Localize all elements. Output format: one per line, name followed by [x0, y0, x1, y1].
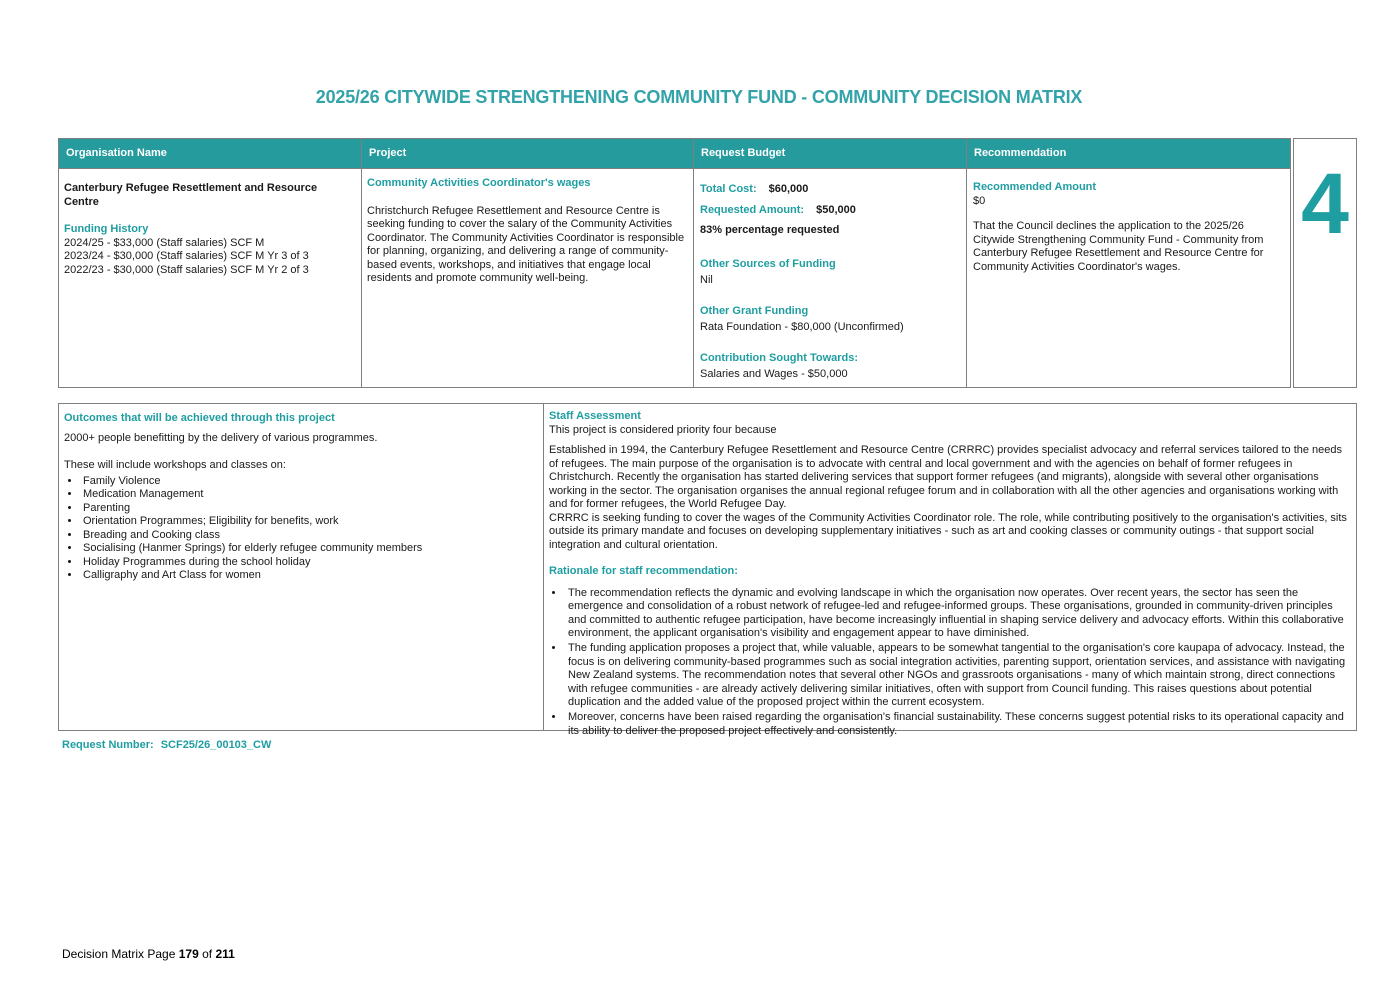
funding-history-line: 2023/24 - $30,000 (Staff salaries) SCF M Yr 3 of 3: [64, 250, 309, 262]
funding-history-label: Funding History: [64, 223, 149, 235]
request-number-label: Request Number:: [62, 739, 154, 751]
rationale-item: • The recommendation reflects the dynamic and evolving landscape in which the organisation now operates. Over recent years, the sector has seen the emergence and consolidation of a robust network of refugee-led and refugee-informed groups. These organisations, grounded in community-driven principles and committed to authentic refugee participation, have become increasingly influential in shaping service delivery and advocacy efforts. Within this collaborative environment, the applicant organisation's visibility and engagement appear to have diminished.: [565, 587, 1348, 641]
funding-history-list: [64, 237, 353, 278]
header-project: Project: [362, 139, 693, 169]
page-title: 2025/26 CITYWIDE STRENGTHENING COMMUNITY FUND - COMMUNITY DECISION MATRIX: [315, 87, 1083, 107]
staff-assessment-paragraph: CRRRC is seeking funding to cover the wages of the Community Activities Coordinator role. The role, while contributing positively to the organisation's activities, sits outside its primary mandate and focuses on developing supplementary initiatives - such as art and cooking classes or community outings - that support social integration and cultural orientation.: [549, 511, 1347, 551]
staff-assessment-paragraphs: [549, 444, 1348, 552]
outcomes-panel: [59, 404, 544, 730]
rationale-heading: Rationale for staff recommendation:: [549, 565, 738, 577]
project-description: Christchurch Refugee Resettlement and Resource Centre is seeking funding to cover the salary of the Community Activities Coordinator. The Community Activities Coordinator is responsible for planning, organizing, and delivering a range of community-based events, workshops, and initiatives that engage local residents and promote community well-being.: [367, 204, 685, 285]
staff-assessment-paragraph: Established in 1994, the Canterbury Refugee Resettlement and Resource Centre (CRRRC) provides specialist advocacy and referral services tailored to the needs of refugees. The main purpose of the organisation is to advocate with central and local government and with the agencies on behalf of former refugees in Christchurch. Recently the organisation has started delivering services that support former refugees (and migrants), alongside with several other organisations working in the sector. The organisation organises the annual regional refugee forum and in collaboration with all the other agencies and organisations working with and for former refugees, the World Refugee Day.: [549, 444, 1343, 510]
recommendation-text: That the Council declines the application to the 2025/26 Citywide Strengthening Community Fund - Community from Canterbury Refugee Resettlement and Resource Centre for Community Activities Coordinator's wages.: [973, 220, 1264, 273]
assessment-section: [58, 403, 1357, 737]
contribution-label: Contribution Sought Towards:: [700, 351, 859, 364]
footer-of: of: [202, 947, 213, 961]
column-request-budget: [693, 139, 966, 387]
outcomes-heading: Outcomes that will be achieved through this project: [64, 412, 335, 424]
priority-rank-number: 4: [1301, 156, 1349, 252]
other-grant-value: Rata Foundation - $80,000 (Unconfirmed): [700, 321, 904, 333]
funding-history-line: 2024/25 - $33,000 (Staff salaries) SCF M: [64, 236, 265, 249]
contribution-value: Salaries and Wages - $50,000: [700, 368, 848, 380]
header-request-budget: Request Budget: [694, 139, 966, 169]
outcome-item: • Parenting: [81, 502, 533, 515]
outcome-item: • Family Violence: [81, 475, 533, 488]
header-recommendation: Recommendation: [967, 139, 1290, 169]
rationale-list: [549, 587, 1348, 739]
outcomes-list: [64, 475, 533, 583]
outcomes-list-intro: These will include workshops and classes on:: [64, 459, 286, 471]
outcome-item: • Medication Management: [81, 488, 533, 501]
outcome-item: • Holiday Programmes during the school holiday: [81, 556, 533, 569]
cell-recommendation: [967, 169, 1290, 387]
percentage-requested: 83% percentage requested: [700, 224, 840, 236]
rationale-item: • Moreover, concerns have been raised regarding the organisation's financial sustainability. These concerns suggest potential risks to its operational capacity and its ability to deliver the proposed project effectively and consistently.: [565, 711, 1348, 738]
staff-assessment-panel: [544, 404, 1356, 737]
recommended-amount-label: Recommended Amount: [973, 181, 1097, 193]
priority-rank-box: [1293, 138, 1357, 388]
staff-assessment-heading: Staff Assessment: [549, 410, 641, 422]
requested-amount-row: [700, 204, 958, 218]
column-recommendation: [966, 139, 1290, 387]
recommended-amount-value: $0: [973, 194, 986, 207]
footer-total-pages: 211: [215, 947, 235, 961]
page-footer: [62, 948, 235, 962]
requested-amount-value: $50,000: [816, 203, 856, 216]
other-sources-value: Nil: [700, 274, 713, 286]
rationale-item: • The funding application proposes a project that, while valuable, appears to be somewhat tangential to the organisation's core kaupapa of advocacy. Instead, the focus is on delivering community-based programmes such as social integration activities, parenting support, orientation services, and assistance with navigating New Zealand systems. The recommendation notes that several other NGOs and grassroots organisations - many of which maintain strong, direct connections with refugee communities - are already actively delivering similar initiatives, often with support from Council funding. This raises questions about potential duplication and the added value of the proposed project within the current ecosystem.: [565, 642, 1348, 710]
project-title: Community Activities Coordinator's wages: [367, 177, 591, 189]
footer-page-number: 179: [178, 947, 199, 961]
cell-project: [362, 169, 693, 387]
requested-amount-label: Requested Amount:: [700, 203, 805, 216]
request-number-value: SCF25/26_00103_CW: [160, 739, 272, 751]
organisation-name: Canterbury Refugee Resettlement and Resource Centre: [64, 182, 318, 208]
other-grant-label: Other Grant Funding: [700, 304, 809, 317]
funding-history-line: 2022/23 - $30,000 (Staff salaries) SCF M Yr 2 of 3: [64, 263, 309, 276]
outcome-item: • Calligraphy and Art Class for women: [81, 569, 533, 582]
staff-assessment-priority-line: This project is considered priority four because: [549, 423, 777, 436]
header-organisation-name: Organisation Name: [59, 139, 361, 169]
cell-organisation: [59, 169, 361, 387]
other-sources-label: Other Sources of Funding: [700, 257, 836, 270]
outcome-item: • Orientation Programmes; Eligibility for benefits, work: [81, 515, 533, 528]
outcome-item: • Socialising (Hanmer Springs) for elderly refugee community members: [81, 542, 533, 555]
total-cost-label: Total Cost:: [700, 183, 757, 195]
decision-matrix-table: [58, 138, 1291, 388]
column-organisation: [59, 139, 361, 387]
footer-prefix: Decision Matrix Page: [62, 947, 176, 961]
request-number-line: [62, 739, 271, 753]
column-project: [361, 139, 693, 387]
total-cost-value: $60,000: [768, 183, 809, 195]
outcomes-intro: 2000+ people benefitting by the delivery of various programmes.: [64, 431, 378, 444]
outcome-item: • Breading and Cooking class: [81, 529, 533, 542]
cell-request-budget: [694, 169, 966, 388]
total-cost-row: [700, 183, 958, 197]
